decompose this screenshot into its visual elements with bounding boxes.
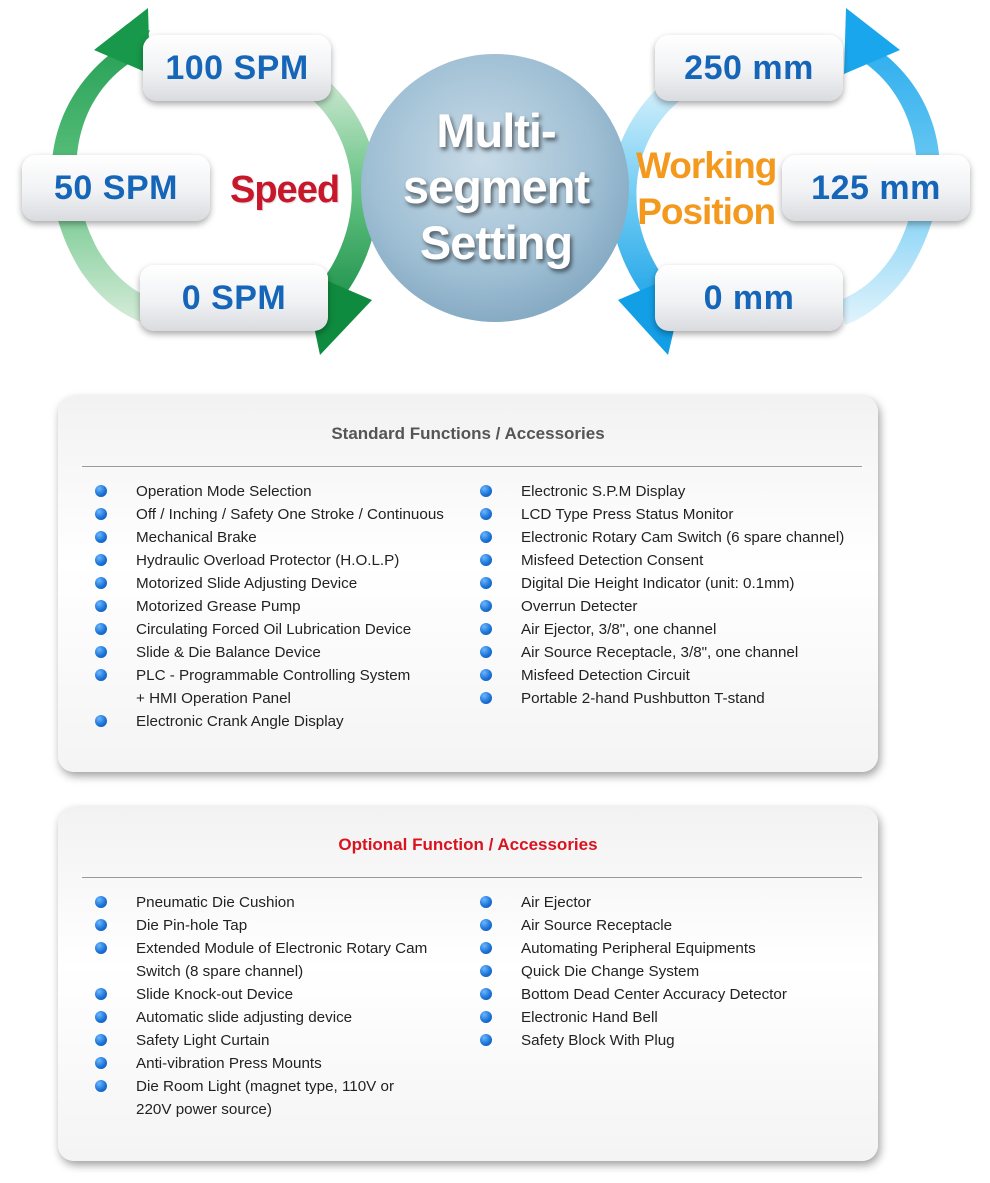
center-title: Multi- segment Setting [402, 104, 590, 269]
bullet-icon [480, 1011, 492, 1023]
list-item [501, 572, 871, 595]
list-item-text: Electronic S.P.M Display [521, 483, 686, 500]
list-item [116, 572, 476, 595]
bullet-icon [95, 919, 107, 931]
list-item-text: Mechanical Brake [136, 529, 257, 546]
list-item [501, 480, 871, 503]
list-item-text: Portable 2-hand Pushbutton T-stand [521, 690, 765, 707]
list-item-text: Air Ejector [521, 894, 592, 911]
bullet-icon [480, 896, 492, 908]
list-item-text: Off / Inching / Safety One Stroke / Continuous [136, 506, 444, 523]
list-item-text: Overrun Detecter [521, 598, 638, 615]
bullet-icon [480, 600, 492, 612]
speed-pill-0: 0 SPM [140, 265, 328, 331]
optional-functions-panel [58, 807, 878, 1161]
list-item [116, 710, 476, 733]
list-item-text: Automatic slide adjusting device [136, 1009, 353, 1026]
list-item [501, 526, 871, 549]
list-item [501, 641, 871, 664]
list-item-text: Hydraulic Overload Protector (H.O.L.P) [136, 552, 400, 569]
bullet-icon [95, 623, 107, 635]
list-item [501, 664, 871, 687]
list-item-text: Misfeed Detection Circuit [521, 667, 690, 684]
bullet-icon [95, 669, 107, 681]
list-item [116, 914, 476, 937]
list-item [116, 595, 476, 618]
standard-left-list [116, 480, 476, 733]
list-item [116, 1075, 476, 1121]
list-item [501, 503, 871, 526]
bullet-icon [95, 554, 107, 566]
list-item [501, 1006, 871, 1029]
bullet-icon [95, 1080, 107, 1092]
bullet-icon [95, 988, 107, 1000]
bullet-icon [95, 600, 107, 612]
list-item [116, 1052, 476, 1075]
position-pill-250: 250 mm [655, 35, 843, 101]
list-item [501, 687, 871, 710]
list-item-text: Circulating Forced Oil Lubrication Device [136, 621, 412, 638]
list-item-text: Electronic Crank Angle Display [136, 713, 344, 730]
list-item-text: Air Ejector, 3/8", one channel [521, 621, 717, 638]
list-item-text: Motorized Grease Pump [136, 598, 301, 615]
list-item-text: Slide Knock-out Device [136, 986, 294, 1003]
list-item-text: Quick Die Change System [521, 963, 700, 980]
bullet-icon [95, 485, 107, 497]
list-item-text: Safety Light Curtain [136, 1032, 270, 1049]
bullet-icon [480, 919, 492, 931]
list-item [501, 891, 871, 914]
list-item [501, 960, 871, 983]
bullet-icon [95, 896, 107, 908]
bullet-icon [480, 577, 492, 589]
list-item-text: Extended Module of Electronic Rotary Cam Switch (8 spare channel) [136, 940, 428, 980]
speed-pill-50: 50 SPM [22, 155, 210, 221]
list-item [116, 664, 476, 710]
list-item-text: Bottom Dead Center Accuracy Detector [521, 986, 787, 1003]
list-item [116, 549, 476, 572]
list-item [116, 503, 476, 526]
position-pill-0: 0 mm [655, 265, 843, 331]
bullet-icon [95, 715, 107, 727]
working-position-label: Working Position [636, 145, 777, 232]
bullet-icon [480, 623, 492, 635]
divider [82, 466, 862, 467]
list-item-text: LCD Type Press Status Monitor [521, 506, 734, 523]
list-item-text: Electronic Hand Bell [521, 1009, 658, 1026]
bullet-icon [95, 508, 107, 520]
optional-left-list [116, 891, 476, 1121]
panel-title: Optional Function / Accessories [338, 835, 598, 854]
list-item-text: Slide & Die Balance Device [136, 644, 321, 661]
list-item [116, 937, 476, 983]
list-item [501, 595, 871, 618]
list-item [116, 526, 476, 549]
list-item [116, 641, 476, 664]
bullet-icon [480, 646, 492, 658]
bullet-icon [480, 669, 492, 681]
standard-right-list [501, 480, 871, 710]
list-item [501, 937, 871, 960]
list-item-text: Electronic Rotary Cam Switch (6 spare channel) [521, 529, 845, 546]
bullet-icon [480, 531, 492, 543]
list-item [501, 914, 871, 937]
bullet-icon [480, 485, 492, 497]
standard-functions-panel [58, 396, 878, 772]
list-item [501, 983, 871, 1006]
position-pill-125: 125 mm [782, 155, 970, 221]
list-item [116, 891, 476, 914]
bullet-icon [95, 646, 107, 658]
bullet-icon [480, 508, 492, 520]
bullet-icon [95, 1034, 107, 1046]
bullet-icon [95, 531, 107, 543]
list-item [501, 549, 871, 572]
bullet-icon [480, 965, 492, 977]
list-item-text: Pneumatic Die Cushion [136, 894, 295, 911]
list-item [501, 618, 871, 641]
list-item-text: Safety Block With Plug [521, 1032, 675, 1049]
list-item-text: Anti-vibration Press Mounts [136, 1055, 322, 1072]
list-item [116, 1006, 476, 1029]
optional-right-list [501, 891, 871, 1052]
bullet-icon [95, 942, 107, 954]
speed-pill-100: 100 SPM [143, 35, 331, 101]
list-item [116, 480, 476, 503]
list-item-text: PLC - Programmable Controlling System + HMI Operation Panel [136, 667, 411, 707]
list-item-text: Operation Mode Selection [136, 483, 312, 500]
bullet-icon [480, 988, 492, 1000]
list-item-text: Automating Peripheral Equipments [521, 940, 756, 957]
panel-title: Standard Functions / Accessories [331, 424, 605, 443]
list-item-text: Misfeed Detection Consent [521, 552, 704, 569]
list-item-text: Die Pin-hole Tap [136, 917, 248, 934]
speed-label: Speed [230, 169, 340, 211]
list-item-text: Air Source Receptacle [521, 917, 673, 934]
list-item-text: Air Source Receptacle, 3/8", one channel [521, 644, 799, 661]
list-item-text: Die Room Light (magnet type, 110V or 220V power source) [136, 1078, 395, 1118]
bullet-icon [95, 577, 107, 589]
bullet-icon [480, 942, 492, 954]
list-item [116, 983, 476, 1006]
list-item-text: Digital Die Height Indicator (unit: 0.1mm) [521, 575, 795, 592]
list-item [116, 1029, 476, 1052]
bullet-icon [95, 1011, 107, 1023]
bullet-icon [480, 1034, 492, 1046]
list-item-text: Motorized Slide Adjusting Device [136, 575, 358, 592]
bullet-icon [480, 554, 492, 566]
list-item [501, 1029, 871, 1052]
divider [82, 877, 862, 878]
bullet-icon [480, 692, 492, 704]
list-item [116, 618, 476, 641]
bullet-icon [95, 1057, 107, 1069]
